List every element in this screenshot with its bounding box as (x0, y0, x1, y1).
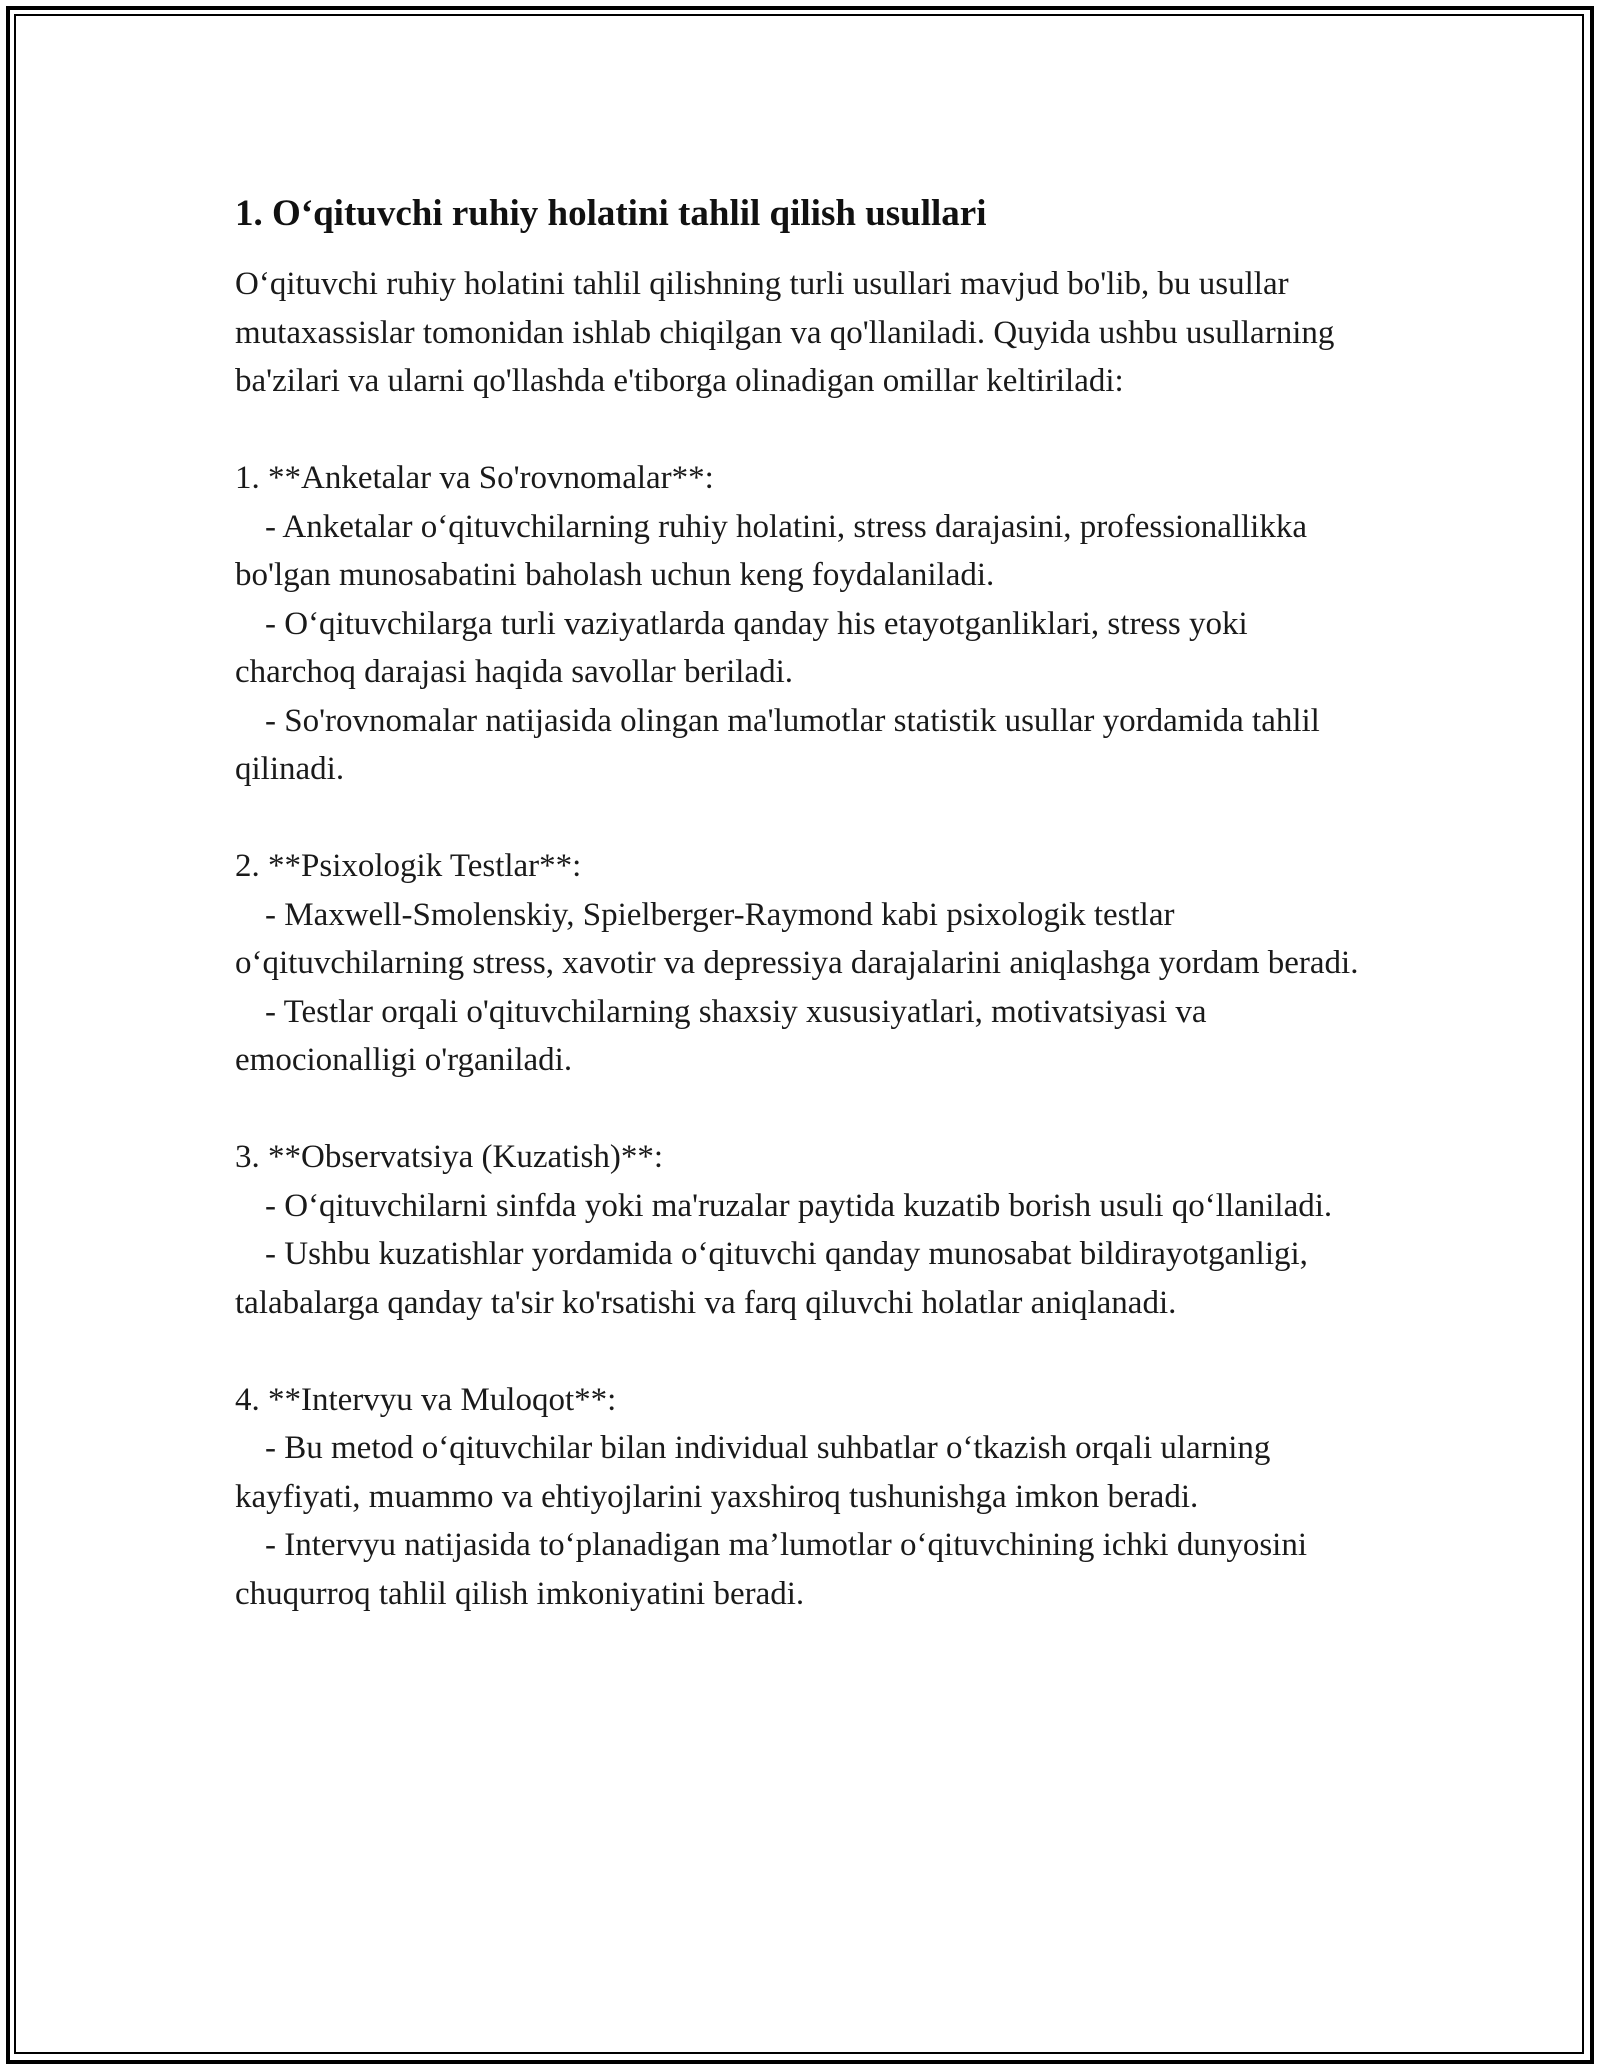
blank-line (235, 794, 1370, 843)
section-heading: 4. **Intervyu va Muloqot**: (235, 1381, 617, 1418)
list-item: - O‘qituvchilarni sinfda yoki ma'ruzalar paytida kuzatib borish usuli qo‘llaniladi. (265, 1187, 1333, 1224)
list-item: - So'rovnomalar natijasida olingan ma'lumotlar statistik usullar yordamida tahlil qilinadi. (235, 702, 1329, 787)
section-anketalar (235, 454, 1370, 794)
section-heading: 2. **Psixologik Testlar**: (235, 848, 582, 884)
blank-line (235, 1327, 1370, 1376)
list-item: - Ushbu kuzatishlar yordamida o‘qituvchi qanday munosabat bildirayotganligi, talabalarga qanday ta'sir ko'rsatishi va farq qiluvchi holatlar aniqlanadi. (235, 1236, 1317, 1321)
section-observatsiya (235, 1133, 1370, 1327)
document-page (235, 188, 1370, 1618)
intro-paragraph: O‘qituvchi ruhiy holatini tahlil qilishning turli usullari mavjud bo'lib, bu usullar mutaxassislar tomonidan ishlab chiqilgan va qo'llaniladi. Quyida ushbu usullarning ba'zilari va ularni qo'llashda e'tiborga olinadigan omillar keltiriladi: (235, 266, 1343, 399)
document-title: 1. O‘qituvchi ruhiy holatini tahlil qilish usullari (235, 193, 987, 234)
list-item: - Maxwell-Smolenskiy, Spielberger-Raymond kabi psixologik testlar o‘qituvchilarning stress, xavotir va depressiya darajalarini aniqlashga yordam beradi. (235, 896, 1359, 981)
section-heading: 1. **Anketalar va So'rovnomalar**: (235, 460, 714, 496)
section-heading: 3. **Observatsiya (Kuzatish)**: (235, 1139, 663, 1175)
blank-line (235, 1085, 1370, 1134)
list-item: - O‘qituvchilarga turli vaziyatlarda qanday his etayotganliklari, stress yoki charchoq darajasi haqida savollar beriladi. (235, 605, 1256, 690)
list-item: - Testlar orqali o'qituvchilarning shaxsiy xususiyatlari, motivatsiyasi va emocionalligi o'rganiladi. (235, 993, 1215, 1078)
list-item: - Anketalar o‘qituvchilarning ruhiy holatini, stress darajasini, professionallikka bo'lgan munosabatini baholash uchun keng foydalaniladi. (235, 508, 1316, 593)
list-item: - Bu metod o‘qituvchilar bilan individual suhbatlar o‘tkazish orqali ularning kayfiyati, muammo va ehtiyojlarini yaxshiroq tushunishga imkon beradi. (235, 1430, 1279, 1515)
list-item: - Intervyu natijasida to‘planadigan ma’lumotlar o‘qituvchining ichki dunyosini chuqurroq tahlil qilish imkoniyatini beradi. (235, 1527, 1316, 1612)
section-psixologik-testlar (235, 842, 1370, 1085)
section-intervyu (235, 1376, 1370, 1619)
blank-line (235, 406, 1370, 455)
